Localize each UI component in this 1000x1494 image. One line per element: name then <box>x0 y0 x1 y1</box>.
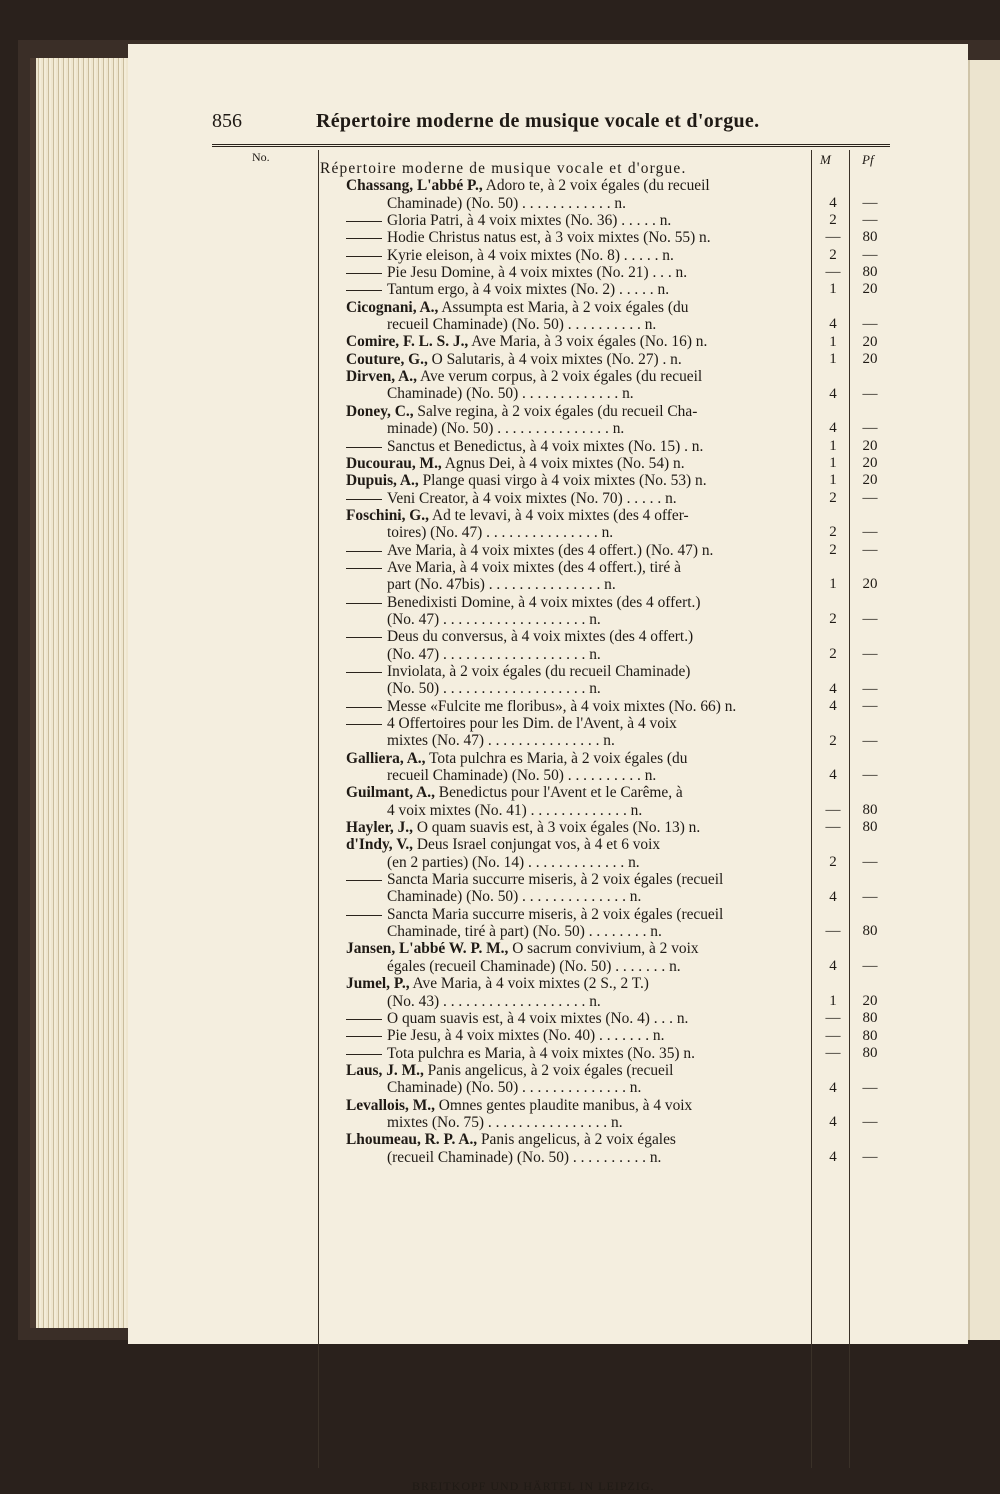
entry-text: part (No. 47bis) . . . . . . . . . . . . . . . n. <box>387 576 616 594</box>
entry-line <box>346 507 808 524</box>
composer-name: Cicognani, A., <box>346 298 439 316</box>
entry-text: Agnus Dei, à 4 voix mixtes (No. 54) n. <box>441 454 685 472</box>
ditto-dash <box>346 672 382 673</box>
price-pfennig: — <box>862 1148 878 1165</box>
entry-text: Sancta Maria succurre miseris, à 2 voix égales (recueil <box>387 905 724 923</box>
price-pfennig: — <box>862 541 878 558</box>
entry-text: Salve regina, à 2 voix égales (du recueil Cha- <box>413 402 698 420</box>
price-marks: 4 <box>829 1079 837 1096</box>
entry-line <box>346 628 808 645</box>
price-pfennig: — <box>862 246 878 263</box>
composer-name: Laus, J. M., <box>346 1061 424 1079</box>
price-pfennig: 20 <box>862 281 878 298</box>
price-pfennig: 80 <box>862 1010 878 1027</box>
price-marks: 4 <box>829 697 837 714</box>
page-number: 856 <box>212 110 242 132</box>
price-pfennig: 80 <box>862 819 878 836</box>
price-marks: 1 <box>829 472 837 489</box>
ditto-dash <box>346 290 382 291</box>
entry-line <box>346 888 808 905</box>
price-pfennig: — <box>862 680 878 697</box>
ditto-dash <box>346 1036 382 1037</box>
price-pfennig: 20 <box>862 437 878 454</box>
entry-line <box>346 1079 808 1096</box>
ditto-dash <box>346 221 382 222</box>
entry-text: Inviolata, à 2 voix égales (du recueil Chaminade) <box>387 662 691 680</box>
price-marks: — <box>825 229 841 246</box>
entry-line <box>346 906 808 923</box>
entry-text: Gloria Patri, à 4 voix mixtes (No. 36) . . . . . n. <box>387 212 672 230</box>
entry-text: Sancta Maria succurre miseris, à 2 voix égales (recueil <box>387 871 724 889</box>
entry-text: Chaminade) (No. 50) . . . . . . . . . . . . . . n. <box>387 1079 642 1097</box>
price-pfennig: 20 <box>862 333 878 350</box>
ditto-dash <box>346 880 382 881</box>
entry-line <box>346 316 808 333</box>
entry-text: O sacrum convivium, à 2 voix <box>508 940 699 958</box>
price-pfennig: — <box>862 854 878 870</box>
price-marks: 4 <box>829 1148 837 1165</box>
ditto-dash <box>346 1019 382 1020</box>
price-marks: — <box>825 819 841 836</box>
price-marks: 2 <box>829 611 837 628</box>
entry-text: Ave verum corpus, à 2 voix égales (du recueil <box>416 368 703 386</box>
entry-line <box>346 819 808 836</box>
column-rule-number <box>318 150 319 1468</box>
entry-line <box>346 524 808 541</box>
entry-line <box>346 333 808 350</box>
entry-line <box>346 698 808 715</box>
entry-text: Sanctus et Benedictus, à 4 voix mixtes (No. 15) . n. <box>387 437 704 455</box>
price-marks: — <box>825 923 841 940</box>
price-pfennig: 20 <box>862 992 878 1009</box>
entry-line <box>346 247 808 264</box>
entry-text: Benedixisti Domine, à 4 voix mixtes (des 4 offert.) <box>387 593 701 611</box>
price-pfennig: 20 <box>862 472 878 489</box>
composer-name: Foschini, G., <box>346 506 429 524</box>
entry-line <box>346 1062 808 1079</box>
price-pfennig: 80 <box>862 229 878 246</box>
entry-text: toires) (No. 47) . . . . . . . . . . . . . . . n. <box>387 524 614 542</box>
price-marks: 4 <box>829 888 837 905</box>
entry-line <box>346 281 808 298</box>
entry-line <box>346 923 808 940</box>
composer-name: Comire, F. L. S. J., <box>346 333 469 351</box>
entry-line <box>346 715 808 732</box>
entry-line <box>346 195 808 212</box>
entry-text: Ave Maria, à 4 voix mixtes (2 S., 2 T.) <box>409 975 649 993</box>
price-marks: 4 <box>829 767 837 784</box>
entry-line <box>346 784 808 801</box>
entry-text: (No. 50) . . . . . . . . . . . . . . . . . . . n. <box>387 680 601 698</box>
composer-name: Couture, G., <box>346 350 428 368</box>
price-marks: 4 <box>829 316 837 333</box>
price-marks: 1 <box>829 437 837 454</box>
column-rule-pfennig <box>849 150 850 1468</box>
composer-name: Ducourau, M., <box>346 454 442 472</box>
ditto-dash <box>346 499 382 500</box>
composer-name: Guilmant, A., <box>346 784 435 802</box>
entry-text: Panis angelicus, à 2 voix égales <box>477 1131 676 1149</box>
running-title: Répertoire moderne de musique vocale et d'orgue. <box>316 110 760 132</box>
price-pfennig: 80 <box>862 1044 878 1061</box>
price-pfennig: 20 <box>862 576 878 593</box>
entry-line <box>346 229 808 246</box>
ditto-dash <box>346 273 382 274</box>
entry-line <box>346 646 808 663</box>
entry-line <box>346 993 808 1010</box>
price-marks: 4 <box>829 680 837 697</box>
entry-line <box>346 576 808 593</box>
entry-line <box>346 802 808 819</box>
price-pfennig: — <box>862 697 878 714</box>
ditto-dash <box>346 915 382 916</box>
entry-line <box>346 1131 808 1148</box>
entry-text: égales (recueil Chaminade) (No. 50) . . . . . . . n. <box>387 957 681 975</box>
entry-line <box>346 1149 808 1166</box>
entry-text: (No. 43) . . . . . . . . . . . . . . . . . . . n. <box>387 992 601 1010</box>
facing-page-edge <box>968 60 1000 1340</box>
price-pfennig: — <box>862 888 878 905</box>
entry-text: Pie Jesu, à 4 voix mixtes (No. 40) . . . . . . . n. <box>387 1027 665 1045</box>
entry-text: (en 2 parties) (No. 14) . . . . . . . . . . . . . n. <box>387 853 640 871</box>
price-marks: 1 <box>829 576 837 593</box>
price-pfennig: — <box>862 212 878 229</box>
entry-text: mixtes (No. 75) . . . . . . . . . . . . . . . . n. <box>387 1113 623 1131</box>
column-header-marks: M <box>820 152 831 167</box>
price-pfennig: 80 <box>862 923 878 940</box>
entry-line <box>346 940 808 957</box>
entry-line <box>346 438 808 455</box>
column-rule-marks <box>811 150 812 1468</box>
composer-name: Lhoumeau, R. P. A., <box>346 1131 478 1149</box>
entry-line <box>346 680 808 697</box>
price-pfennig: 80 <box>862 801 878 818</box>
entry-line <box>346 177 808 194</box>
ditto-dash <box>346 1054 382 1055</box>
composer-name: Levallois, M., <box>346 1096 435 1114</box>
entry-line <box>346 1045 808 1062</box>
entry-text: Messe «Fulcite me floribus», à 4 voix mixtes (No. 66) n. <box>387 697 737 715</box>
entry-line <box>346 836 808 853</box>
price-pfennig: — <box>862 767 878 784</box>
price-marks: 2 <box>829 732 837 749</box>
entry-text: Hodie Christus natus est, à 3 voix mixtes (No. 55) n. <box>387 229 711 247</box>
page-edges <box>30 58 136 1328</box>
price-marks: 1 <box>829 454 837 471</box>
header-rule <box>212 144 890 147</box>
price-pfennig: — <box>862 1079 878 1096</box>
entry-text: Chaminade, tiré à part) (No. 50) . . . . . . . . n. <box>387 923 662 941</box>
entry-line <box>346 264 808 281</box>
entry-line <box>346 732 808 749</box>
composer-name: Chassang, L'abbé P., <box>346 177 483 195</box>
entry-text: Ave Maria, à 3 voix égales (No. 16) n. <box>468 333 708 351</box>
price-marks: 1 <box>829 992 837 1009</box>
composer-name: Jumel, P., <box>346 975 410 993</box>
entry-line <box>346 455 808 472</box>
price-pfennig: — <box>862 611 878 628</box>
entry-text: Panis angelicus, à 2 voix égales (recueil <box>423 1061 674 1079</box>
entry-text: Chaminade) (No. 50) . . . . . . . . . . . . . n. <box>387 385 634 403</box>
price-marks: 1 <box>829 350 837 367</box>
catalogue-entries <box>320 160 808 1166</box>
column-header-number: No. <box>252 150 270 164</box>
entry-text: Adoro te, à 2 voix égales (du recueil <box>482 177 710 195</box>
entry-text: Deus Israel conjungat vos, à 4 et 6 voix <box>413 836 661 854</box>
section-title: Répertoire moderne de musique vocale et d'orgue. <box>320 160 687 177</box>
entry-text: minade) (No. 50) . . . . . . . . . . . . . . . n. <box>387 420 625 438</box>
price-marks: 4 <box>829 385 837 402</box>
price-pfennig: 20 <box>862 454 878 471</box>
price-pfennig: — <box>862 194 878 211</box>
price-marks: 4 <box>829 420 837 437</box>
entry-text: Omnes gentes plaudite manibus, à 4 voix <box>434 1096 693 1114</box>
entry-text: Ad te levavi, à 4 voix mixtes (des 4 offer- <box>428 506 689 524</box>
price-marks: 4 <box>829 194 837 211</box>
composer-name: Dirven, A., <box>346 368 417 386</box>
entry-line <box>346 975 808 992</box>
price-marks: — <box>825 1044 841 1061</box>
publisher-footer: BREITKOPF UND HÄRTEL IN LEIPZIG. <box>412 1479 655 1493</box>
entry-text: Chaminade) (No. 50) . . . . . . . . . . . . . . n. <box>387 888 642 906</box>
entry-text: Plange quasi virgo à 4 voix mixtes (No. 53) n. <box>418 472 707 490</box>
entry-text: Veni Creator, à 4 voix mixtes (No. 70) . . . . . n. <box>387 489 677 507</box>
entry-text: recueil Chaminade) (No. 50) . . . . . . . . . . n. <box>387 767 657 785</box>
entry-line <box>346 385 808 402</box>
price-pfennig: 20 <box>862 350 878 367</box>
price-pfennig: — <box>862 420 878 437</box>
price-marks: — <box>825 1010 841 1027</box>
price-marks: 2 <box>829 645 837 662</box>
entry-text: Ave Maria, à 4 voix mixtes (des 4 offert.), tiré à <box>387 558 681 576</box>
running-head <box>212 110 882 136</box>
ditto-dash <box>346 551 382 552</box>
composer-name: Hayler, J., <box>346 819 413 837</box>
entry-line <box>346 212 808 229</box>
entry-line <box>346 403 808 420</box>
ditto-dash <box>346 724 382 725</box>
entry-text: Assumpta est Maria, à 2 voix égales (du <box>438 298 689 316</box>
entry-line <box>346 1027 808 1044</box>
entry-text: 4 Offertoires pour les Dim. de l'Avent, à 4 voix <box>387 715 677 732</box>
entry-text: Kyrie eleison, à 4 voix mixtes (No. 8) . . . . . n. <box>387 246 674 264</box>
ditto-dash <box>346 447 382 448</box>
composer-name: Jansen, L'abbé W. P. M., <box>346 940 509 958</box>
entry-line <box>346 368 808 385</box>
price-pfennig: 80 <box>862 1027 878 1044</box>
entry-line <box>346 767 808 784</box>
entry-line <box>346 559 808 576</box>
composer-name: Galliera, A., <box>346 749 426 767</box>
entry-text: Chaminade) (No. 50) . . . . . . . . . . . . n. <box>387 194 626 212</box>
entry-text: O Salutaris, à 4 voix mixtes (No. 27) . n. <box>427 350 682 368</box>
price-pfennig: — <box>862 958 878 975</box>
ditto-dash <box>346 568 382 569</box>
entry-text: Benedictus pour l'Avent et le Carême, à <box>434 784 683 802</box>
entry-line <box>346 351 808 368</box>
price-pfennig: — <box>862 489 878 506</box>
price-marks: 4 <box>829 958 837 975</box>
price-marks: — <box>825 801 841 818</box>
ditto-dash <box>346 256 382 257</box>
entry-line <box>346 611 808 628</box>
entry-line <box>346 1097 808 1114</box>
ditto-dash <box>346 603 382 604</box>
entry-line <box>346 594 808 611</box>
price-marks: — <box>825 264 841 281</box>
ditto-dash <box>346 707 382 708</box>
price-marks: 2 <box>829 489 837 506</box>
entry-line <box>346 854 808 871</box>
entry-line <box>346 1010 808 1027</box>
price-marks: 2 <box>829 524 837 541</box>
entry-line <box>346 663 808 680</box>
price-marks: 2 <box>829 246 837 263</box>
price-pfennig: — <box>862 645 878 662</box>
column-header-pfennig: Pf <box>862 152 874 167</box>
entry-text: O quam suavis est, à 4 voix mixtes (No. 4) . . . n. <box>387 1009 689 1027</box>
composer-name: d'Indy, V., <box>346 836 414 854</box>
price-marks: 2 <box>829 212 837 229</box>
price-marks: 1 <box>829 333 837 350</box>
entry-text: Tantum ergo, à 4 voix mixtes (No. 2) . . . . . n. <box>387 281 670 299</box>
entry-text: Tota pulchra es Maria, à 2 voix égales (du <box>425 749 688 767</box>
entry-text: (No. 47) . . . . . . . . . . . . . . . . . . . n. <box>387 610 601 628</box>
price-marks: 4 <box>829 1114 837 1131</box>
price-marks: 2 <box>829 541 837 558</box>
entry-text: O quam suavis est, à 3 voix égales (No. 13) n. <box>412 819 701 837</box>
entry-line <box>346 750 808 767</box>
ditto-dash <box>346 238 382 239</box>
entry-text: recueil Chaminade) (No. 50) . . . . . . . . . . n. <box>387 316 657 334</box>
price-pfennig: — <box>862 1114 878 1131</box>
entry-line <box>346 420 808 437</box>
price-pfennig: — <box>862 385 878 402</box>
price-marks: 1 <box>829 281 837 298</box>
entry-text: mixtes (No. 47) . . . . . . . . . . . . . . . n. <box>387 732 615 750</box>
entry-text: Deus du conversus, à 4 voix mixtes (des 4 offert.) <box>387 628 694 646</box>
entry-text: 4 voix mixtes (No. 41) . . . . . . . . . . . . . n. <box>387 801 643 819</box>
composer-name: Dupuis, A., <box>346 472 419 490</box>
composer-name: Doney, C., <box>346 402 414 420</box>
entry-text: Pie Jesu Domine, à 4 voix mixtes (No. 21) . . . n. <box>387 264 688 282</box>
entry-line <box>346 1114 808 1131</box>
ditto-dash <box>346 637 382 638</box>
price-pfennig: — <box>862 316 878 333</box>
entry-text: (No. 47) . . . . . . . . . . . . . . . . . . . n. <box>387 645 601 663</box>
price-pfennig: — <box>862 524 878 541</box>
entry-text: Tota pulchra es Maria, à 4 voix mixtes (No. 35) n. <box>387 1044 695 1062</box>
entry-line <box>346 542 808 559</box>
entry-text: (recueil Chaminade) (No. 50) . . . . . . . . . . n. <box>387 1148 662 1166</box>
entry-line <box>346 871 808 888</box>
entry-line <box>346 490 808 507</box>
price-marks: 2 <box>829 854 837 870</box>
price-pfennig: 80 <box>862 264 878 281</box>
entry-line <box>346 958 808 975</box>
price-marks: — <box>825 1027 841 1044</box>
price-pfennig: — <box>862 732 878 749</box>
entry-line <box>346 299 808 316</box>
entry-line <box>346 472 808 489</box>
entry-text: Ave Maria, à 4 voix mixtes (des 4 offert.) (No. 47) n. <box>387 541 714 559</box>
